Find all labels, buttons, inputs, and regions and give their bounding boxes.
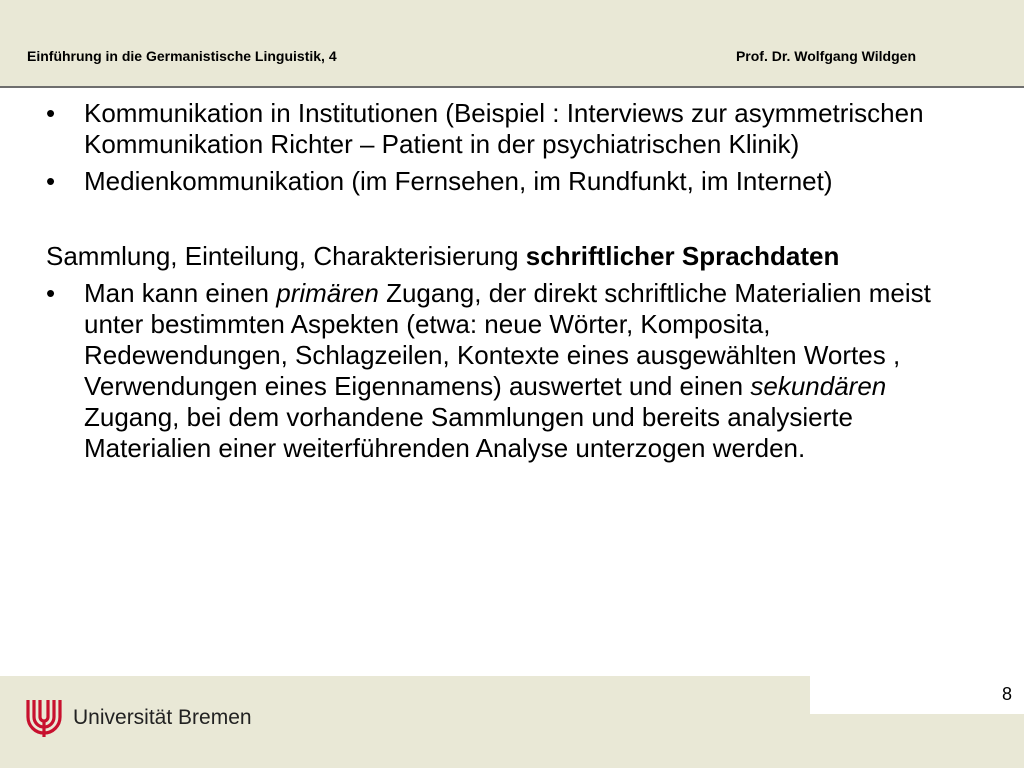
university-name: Universität Bremen xyxy=(73,706,252,729)
university-seal-icon xyxy=(25,697,63,739)
slide-content xyxy=(46,98,976,470)
heading-bold-term: schriftlicher Sprachdaten xyxy=(525,241,840,271)
footer-band-right xyxy=(810,714,1024,768)
italic-term-secondary: sekundären xyxy=(750,371,887,401)
header-divider xyxy=(0,86,1024,88)
bullet-icon: • xyxy=(46,98,56,128)
bullet-item-media xyxy=(46,166,976,197)
bullet-text-part1: Man kann einen xyxy=(84,278,277,308)
bullet-icon: • xyxy=(46,166,56,196)
page-number: 8 xyxy=(1001,684,1012,704)
bullet-text: Kommunikation in Institutionen (Beispiel : Interviews zur asymmetrischen Kommunikation Richter – Patient in der psychiatrischen Klinik) xyxy=(84,98,924,159)
bullet-text-part3: Zugang, bei dem vorhandene Sammlungen und bereits analysierte Materialien einer weiterführenden Analyse unterzogen werden. xyxy=(84,402,853,463)
bullet-text-part2: Zugang, der direkt schriftliche Materialien meist unter bestimmten Aspekten (etwa: neue Wörter, Komposita, Redewendungen, Schlagzeilen, Kontexte eines ausgewählten Wortes , Verwendungen eines Eigennamens) auswertet und einen xyxy=(84,278,931,401)
bullet-item-institutions xyxy=(46,98,976,160)
bullet-item-access xyxy=(46,278,976,464)
university-logo xyxy=(25,697,252,739)
section-heading xyxy=(46,241,976,272)
course-title: Einführung in die Germanistische Linguistik, 4 xyxy=(27,48,337,64)
heading-prefix: Sammlung, Einteilung, Charakterisierung xyxy=(46,241,526,271)
bullet-icon: • xyxy=(46,278,56,308)
bullet-text: Medienkommunikation (im Fernsehen, im Rundfunkt, im Internet) xyxy=(84,166,833,196)
spacer xyxy=(46,203,976,241)
slide-header xyxy=(0,0,1024,86)
lecturer-name: Prof. Dr. Wolfgang Wildgen xyxy=(735,48,916,64)
italic-term-primary: primären xyxy=(276,278,379,308)
